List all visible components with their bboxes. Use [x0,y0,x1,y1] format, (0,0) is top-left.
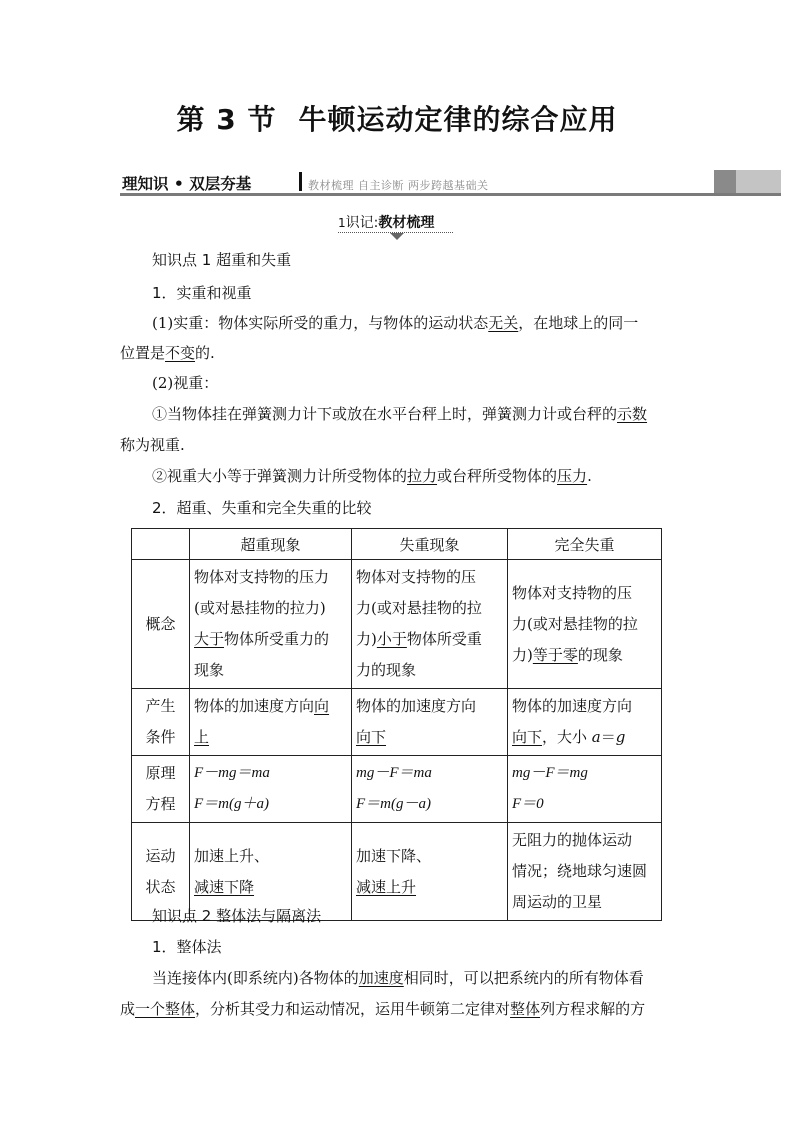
blank-answer: 等于零 [532,645,578,664]
section-bar [120,170,781,196]
row-label: 概念 [132,560,190,689]
blank-answer: 向下 [356,728,387,746]
table-cell: F－mg＝ma F＝m(g＋a) [190,756,352,823]
kp1-heading: 知识点 1 超重和失重 [152,251,292,269]
section-bar-divider [299,172,302,191]
blank-answer: 向下 [512,728,543,746]
section-bar-subtitle: 教材梳理 自主诊断 两步跨越基础关 [308,179,489,192]
table-header-cell: 失重现象 [352,529,508,560]
blank-answer: 上 [194,728,210,746]
table-header-cell: 完全失重 [508,529,662,560]
table-header-row [132,529,662,560]
table-cell: 物体对支持物的压力 (或对悬挂物的拉力) 大于物体所受重力的 现象 [190,560,352,689]
page-title [0,98,794,138]
table-cell: 物体的加速度方向 向下 [352,689,508,756]
blank-answer: 向 [314,697,330,715]
row-label: 原理 方程 [132,756,190,823]
table-cell: 无阻力的抛体运动 情况；绕地球匀速圆 周运动的卫星 [508,823,662,921]
blank-answer: 减速下降 [194,877,255,896]
table-cell: 物体对支持物的压 力(或对悬挂物的拉 力)小于物体所受重 力的现象 [352,560,508,689]
row-label: 产生 条件 [132,689,190,756]
section-bar-rule [120,193,781,196]
kp1-p2: (2)视重： [152,374,219,392]
table-cell: 物体的加速度方向向 上 [190,689,352,756]
section-bar-block-dark [714,170,736,194]
table-cell: 加速下降、 减速上升 [352,823,508,921]
comparison-table [131,528,662,921]
blank-answer: 压力 [557,467,588,485]
table-cell: 物体对支持物的压 力(或对悬挂物的拉 力)等于零的现象 [508,560,662,689]
section-name: 牛顿运动定律的综合应用 [298,103,618,136]
section-bar-title: 理知识 • 双层夯基 [122,175,252,193]
kp1-p1: (1)实重：物体实际所受的重力，与物体的运动状态无关，在地球上的同一 [152,314,639,332]
kp1-p3b: 称为视重. [120,436,185,454]
kp2-s1-heading: 1．整体法 [152,938,222,956]
blank-answer: 一个整体 [135,1000,196,1018]
kp1-p1b: 位置是不变的. [120,344,215,362]
blank-answer: 加速度 [358,969,404,987]
step-down-arrow-icon [390,233,404,240]
table-header-cell: 超重现象 [190,529,352,560]
kp1-s1-heading: 1．实重和视重 [152,284,252,302]
kp2-p1: 当连接体内(即系统内)各物体的加速度相同时，可以把系统内的所有物体看 [152,969,644,987]
kp1-s2-heading: 2．超重、失重和完全失重的比较 [152,499,372,517]
kp2-heading: 知识点 2 整体法与隔离法 [152,907,322,925]
blank-answer: 减速上升 [356,877,417,896]
table-cell: mg－F＝mg F＝0 [508,756,662,823]
step-title: 教材梳理 [378,215,435,231]
table-row [132,756,662,823]
table-cell: 加速上升、 减速下降 [190,823,352,921]
table-header-cell [132,529,190,560]
blank-answer: 示数 [617,405,648,423]
table-row [132,560,662,689]
section-bar-block-light [736,170,781,194]
step-separator: : [373,215,379,231]
section-number: 第 3 节 [176,103,277,136]
step-number: 1 [338,216,346,230]
blank-answer: 拉力 [407,467,438,485]
kp1-p4: ②视重大小等于弹簧测力计所受物体的拉力或台秤所受物体的压力. [152,467,592,485]
blank-answer: 整体 [510,1000,541,1018]
step-label [338,212,434,232]
blank-answer: 大于 [194,630,225,648]
table-cell: 物体的加速度方向 向下，大小 a＝g [508,689,662,756]
kp2-p2: 成一个整体，分析其受力和运动情况，运用牛顿第二定律对整体列方程求解的方 [120,1000,646,1018]
blank-answer: 小于 [376,630,407,648]
table-cell: mg－F＝ma F＝m(g－a) [352,756,508,823]
row-label: 运动 状态 [132,823,190,921]
blank-answer: 无关 [488,314,519,332]
blank-answer: 不变 [165,344,196,362]
step-prefix: 识记 [345,215,374,231]
kp1-p3: ①当物体挂在弹簧测力计下或放在水平台秤上时，弹簧测力计或台秤的示数 [152,405,648,423]
table-row [132,689,662,756]
